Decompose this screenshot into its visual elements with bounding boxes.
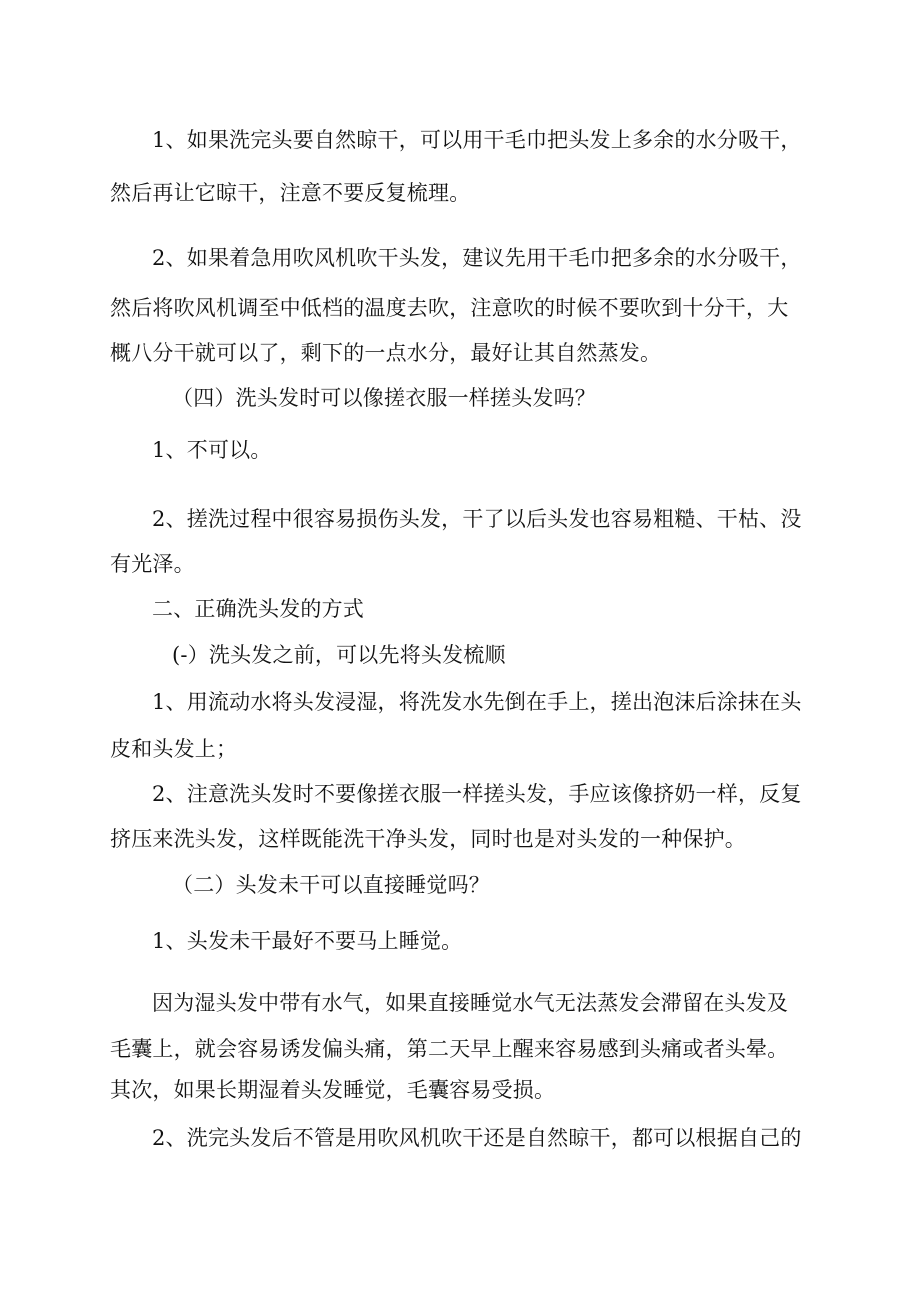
section-heading: （四）洗头发时可以像搓衣服一样搓头发吗？ bbox=[172, 386, 596, 410]
paragraph-line: 其次，如果长期湿着头发睡觉，毛囊容易受损。 bbox=[110, 1078, 556, 1102]
paragraph-line: 概八分干就可以了，剩下的一点水分，最好让其自然蒸发。 bbox=[110, 341, 662, 365]
paragraph-line: 2、注意洗头发时不要像搓衣服一样搓头发，手应该像挤奶一样，反复 bbox=[152, 782, 802, 806]
section-heading: (-）洗头发之前，可以先将头发梳顺 bbox=[172, 643, 506, 667]
paragraph-line: 然后再让它晾干，注意不要反复梳理。 bbox=[110, 181, 471, 205]
paragraph-line: 挤压来洗头发，这样既能洗干净头发，同时也是对头发的一种保护。 bbox=[110, 827, 746, 851]
paragraph-line: 1、头发未干最好不要马上睡觉。 bbox=[152, 929, 463, 953]
paragraph-line: 1、用流动水将头发浸湿，将洗发水先倒在手上，搓出泡沫后涂抹在头 bbox=[152, 690, 802, 714]
paragraph-line: 皮和头发上； bbox=[110, 737, 238, 761]
paragraph-line: 然后将吹风机调至中低档的温度去吹，注意吹的时候不要吹到十分干，大 bbox=[110, 296, 789, 320]
paragraph-line: 有光泽。 bbox=[110, 552, 195, 576]
paragraph-line: 1、不可以。 bbox=[152, 438, 272, 462]
section-heading: （二）头发未干可以直接睡觉吗？ bbox=[172, 873, 490, 897]
paragraph-line: 1、如果洗完头要自然晾干，可以用干毛巾把头发上多余的水分吸干， bbox=[152, 128, 802, 152]
paragraph-line: 因为湿头发中带有水气，如果直接睡觉水气无法蒸发会滞留在头发及 bbox=[152, 991, 788, 1015]
paragraph-line: 2、如果着急用吹风机吹干头发，建议先用干毛巾把多余的水分吸干， bbox=[152, 246, 802, 270]
paragraph-line: 2、搓洗过程中很容易损伤头发，干了以后头发也容易粗糙、干枯、没 bbox=[152, 507, 802, 531]
section-heading: 二、正确洗头发的方式 bbox=[152, 597, 364, 621]
paragraph-line: 毛囊上，就会容易诱发偏头痛，第二天早上醒来容易感到头痛或者头晕。 bbox=[110, 1037, 789, 1061]
paragraph-line: 2、洗完头发后不管是用吹风机吹干还是自然晾干，都可以根据自己的 bbox=[152, 1126, 802, 1150]
